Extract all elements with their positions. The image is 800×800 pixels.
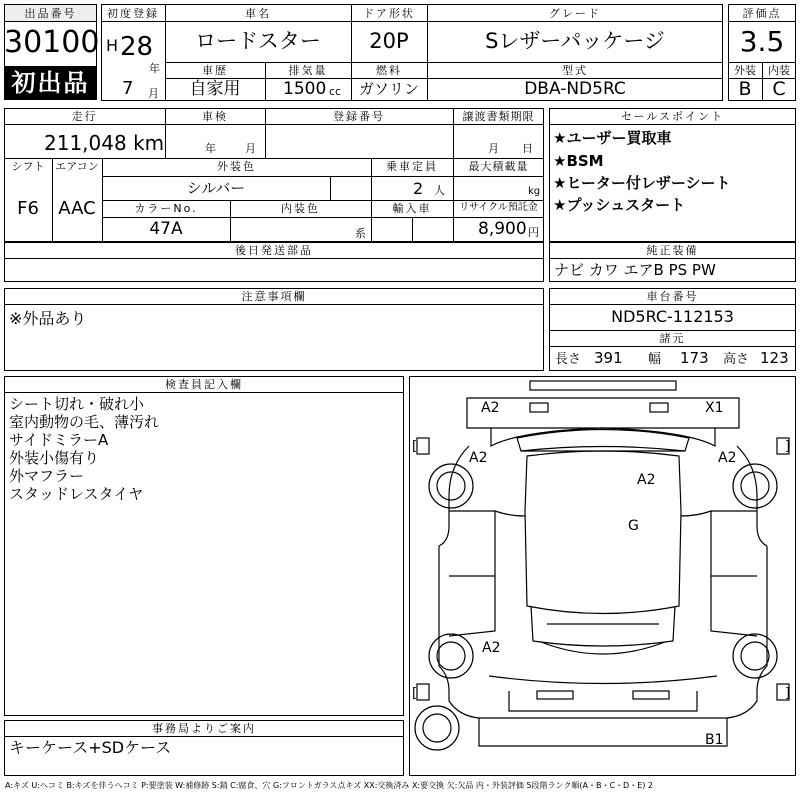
- specs-grid: [4, 108, 544, 242]
- length-value: 391: [594, 349, 623, 367]
- int-color-label: 内装色: [281, 202, 320, 215]
- sales-point-4: ★プッシュスタート: [553, 196, 686, 214]
- inspector-label: 検査員記入欄: [165, 378, 243, 391]
- era-prefix: H: [106, 36, 119, 55]
- grade-label: グレード: [549, 7, 601, 20]
- chassis-number: ND5RC-112153: [611, 307, 734, 326]
- score-label: 評価点: [742, 7, 782, 20]
- ext-color-label: 外装色: [217, 160, 256, 173]
- transfer-day-unit: 日: [522, 142, 533, 155]
- office-label: 事務局よりご案内: [152, 722, 256, 735]
- mark-roof: G: [628, 518, 639, 534]
- history: 自家用: [189, 79, 241, 99]
- ext-color: シルバー: [186, 179, 246, 197]
- bracket-right-top: ]: [785, 439, 791, 454]
- office-text: キーケース+SDケース: [9, 738, 172, 757]
- later-parts-label: 後日発送部品: [235, 244, 313, 257]
- mark-front-left: A2: [481, 400, 500, 416]
- chassis-label: 車台番号: [646, 290, 699, 303]
- mark-left-front-fender: A2: [469, 450, 488, 466]
- inspector-note: 外装小傷有り: [9, 449, 100, 467]
- height-value: 123: [760, 349, 789, 367]
- transfer-month-unit: 月: [488, 142, 499, 155]
- capacity-label: 乗車定員: [386, 160, 438, 173]
- inspector-note: サイドミラーA: [9, 431, 109, 449]
- width-value: 173: [680, 349, 709, 367]
- inspector-note: スタッドレスタイヤ: [9, 485, 144, 503]
- max-load-label: 最大積載量: [468, 160, 529, 173]
- mark-right-front-fender: A2: [718, 450, 737, 466]
- sales-point-1: ★ユーザー買取車: [553, 129, 672, 147]
- shift-label: シフト: [11, 160, 45, 173]
- bracket-right-bottom: ]: [785, 686, 791, 701]
- sales-point-2: ★BSM: [553, 152, 604, 170]
- inspection-month-unit: 月: [245, 142, 256, 155]
- shift: F6: [17, 198, 39, 219]
- equipment-text: ナビ カワ エアB PS PW: [554, 261, 716, 279]
- caution-text: ※外品あり: [9, 309, 87, 328]
- car-name: ロードスター: [195, 29, 321, 53]
- inspector-note: シート切れ・破れ小: [9, 395, 145, 413]
- mark-hood: A2: [637, 472, 656, 488]
- capacity-unit: 人: [434, 184, 445, 197]
- int-color-unit: 系: [355, 227, 366, 240]
- displacement-label: 排気量: [288, 64, 328, 77]
- door-label: ドア形状: [363, 7, 415, 20]
- displacement: 1500: [283, 79, 327, 99]
- ac-label: エアコン: [55, 160, 99, 173]
- height-label: 高さ: [723, 352, 750, 367]
- capacity: 2: [413, 179, 424, 198]
- model-code: DBA-ND5RC: [524, 79, 626, 99]
- recycle-fee: 8,900: [478, 219, 527, 239]
- fuel: ガソリン: [358, 80, 419, 98]
- width-label: 幅: [648, 352, 662, 367]
- first-listing-text: 初出品: [11, 69, 90, 97]
- mark-left-rear-fender: A2: [482, 640, 501, 656]
- inspector-note: 外マフラー: [9, 467, 85, 485]
- inspection-label: 車検: [202, 110, 228, 123]
- bracket-left-bottom: [: [412, 686, 418, 701]
- lot-number-label: 出品番号: [24, 7, 77, 20]
- ac: AAC: [58, 198, 96, 219]
- exterior-score: B: [738, 78, 752, 100]
- interior-score: C: [772, 78, 786, 100]
- sales-points-label: セールスポイント: [620, 110, 724, 123]
- car-name-label: 車名: [245, 7, 271, 20]
- fuel-label: 燃料: [376, 64, 402, 77]
- bracket-left-top: [: [412, 439, 418, 454]
- inspection-year-unit: 年: [205, 142, 216, 155]
- inspector-note: 室内動物の毛、薄汚れ: [9, 413, 160, 431]
- door-type: 20P: [369, 29, 409, 53]
- inspector-notes: [9, 395, 159, 503]
- mileage-label: 走行: [71, 110, 98, 123]
- first-reg-label: 初度登録: [107, 7, 159, 20]
- color-no-label: カラーNo.: [134, 202, 198, 215]
- caution-label: 注意事項欄: [241, 290, 307, 303]
- reg-month: 7: [122, 78, 134, 99]
- grade: Sレザーパッケージ: [485, 29, 665, 53]
- model-code-label: 型式: [562, 64, 588, 77]
- length-label: 長さ: [555, 352, 582, 367]
- reg-no-label: 登録番号: [333, 110, 385, 123]
- score: 3.5: [739, 25, 785, 58]
- transfer-deadline-label: 譲渡書類期限: [462, 110, 535, 123]
- lot-number: 30100: [4, 25, 100, 60]
- displacement-unit: cc: [329, 85, 342, 98]
- import-label: 輸入車: [392, 202, 432, 215]
- exterior-score-label: 外装: [734, 64, 756, 77]
- dimensions-label: 諸元: [659, 332, 686, 345]
- mileage: 211,048 km: [44, 131, 165, 155]
- reg-year-unit: 年: [149, 62, 160, 75]
- equipment-label: 純正装備: [646, 244, 699, 257]
- car-diagram: [409, 376, 796, 776]
- max-load-unit: kg: [528, 186, 541, 197]
- color-no: 47A: [149, 219, 183, 239]
- reg-month-unit: 月: [148, 87, 159, 100]
- sales-point-3: ★ヒーター付レザーシート: [553, 174, 731, 192]
- reg-year: 28: [120, 32, 154, 62]
- legend-text: A:キズ U:ヘコミ B:キズを伴うヘコミ P:要塗装 W:補修跡 S:錆 C:腐食、穴 G:フロントガラス点キズ XX:交換済み X:要交換 欠:欠品 内・外装評価 5段階ランク順(A・B・C・D・E) 2: [5, 781, 654, 790]
- history-label: 車歴: [202, 64, 228, 77]
- recycle-label: リサイクル預託金: [459, 202, 538, 213]
- interior-score-label: 内装: [768, 64, 790, 77]
- mark-rear: B1: [705, 732, 724, 748]
- recycle-unit: 円: [528, 226, 539, 239]
- mark-front-right: X1: [705, 400, 724, 416]
